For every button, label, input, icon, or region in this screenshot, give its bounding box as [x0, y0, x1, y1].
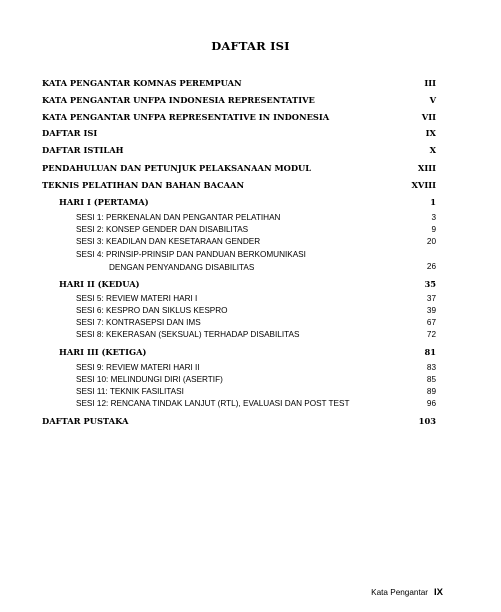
toc-session-page: 26 [426, 262, 436, 271]
toc-session-label: SESI 4: PRINSIP-PRINSIP DAN PANDUAN BERKOMUNIKASI [76, 250, 306, 259]
toc-entry[interactable] [42, 161, 436, 175]
toc-entry-label: DAFTAR ISI [42, 128, 98, 138]
toc-session-label: SESI 1: PERKENALAN DAN PENGANTAR PELATIHAN [76, 213, 281, 222]
toc-session-continuation: DENGAN PENYANDANG DISABILITAS [109, 263, 255, 272]
toc-entry-label: KATA PENGANTAR UNFPA REPRESENTATIVE IN INDONESIA [42, 112, 330, 122]
toc-session[interactable] [76, 235, 436, 249]
toc-session-page: 39 [426, 306, 436, 315]
toc-entry-page: III [424, 78, 436, 88]
toc-day-label: HARI II (KEDUA) [59, 279, 140, 289]
toc-day-heading[interactable] [59, 277, 436, 291]
toc-entry-label: DAFTAR ISTILAH [42, 145, 124, 155]
toc-session-page: 3 [431, 213, 436, 222]
toc-day-page: 81 [424, 347, 436, 357]
toc-entry[interactable] [42, 76, 436, 90]
toc-session-label: SESI 10: MELINDUNGI DIRI (ASERTIF) [76, 375, 223, 384]
toc-entry[interactable] [42, 126, 436, 140]
toc-entry-page: V [429, 95, 436, 105]
toc-entry-label: PENDAHULUAN DAN PETUNJUK PELAKSANAAN MODUL [42, 163, 312, 173]
toc-session-page: 72 [426, 330, 436, 339]
toc-session-page: 83 [426, 363, 436, 372]
toc-session-label: SESI 8: KEKERASAN (SEKSUAL) TERHADAP DISABILITAS [76, 330, 300, 339]
toc-entry-page: 103 [418, 416, 436, 426]
toc-entry-page: XVIII [411, 180, 436, 190]
toc-session-label: SESI 9: REVIEW MATERI HARI II [76, 363, 200, 372]
toc-entry-page: XIII [417, 163, 436, 173]
toc-session-page: 85 [426, 375, 436, 384]
toc-session[interactable] [76, 397, 436, 411]
toc-entry-page: VII [421, 112, 436, 122]
toc-day-heading[interactable] [59, 345, 436, 359]
toc-entry-label: KATA PENGANTAR KOMNAS PEREMPUAN [42, 78, 242, 88]
toc-session-page: 20 [426, 237, 436, 246]
toc-session[interactable] [76, 328, 436, 342]
toc-entry[interactable] [42, 110, 436, 124]
toc-day-label: HARI III (KETIGA) [59, 347, 147, 357]
toc-session-page: 96 [426, 399, 436, 408]
toc-entry[interactable] [42, 143, 436, 157]
toc-session-page: 67 [426, 318, 436, 327]
toc-day-page: 1 [430, 197, 436, 207]
toc-entry-page: IX [425, 128, 436, 138]
toc-session-page-row[interactable] [76, 260, 436, 274]
toc-entry[interactable] [42, 93, 436, 107]
toc-session-label: SESI 6: KESPRO DAN SIKLUS KESPRO [76, 306, 228, 315]
toc-session-page: 9 [431, 225, 436, 234]
toc-entry-page: X [429, 145, 436, 155]
toc-session-label: SESI 12: RENCANA TINDAK LANJUT (RTL), EVALUASI DAN POST TEST [76, 399, 350, 408]
page-title: DAFTAR ISI [211, 39, 290, 53]
toc-session-page: 89 [426, 387, 436, 396]
toc-session-label: SESI 11: TEKNIK FASILITASI [76, 387, 184, 396]
toc-entry[interactable] [42, 178, 436, 192]
toc-day-label: HARI I (PERTAMA) [59, 197, 149, 207]
toc-day-heading[interactable] [59, 195, 436, 209]
footer-section: Kata Pengantar [371, 588, 429, 597]
footer-page-number: IX [434, 587, 443, 598]
toc-session-label: SESI 3: KEADILAN DAN KESETARAAN GENDER [76, 237, 261, 246]
toc-day-page: 35 [424, 279, 436, 289]
toc-entry-label: DAFTAR PUSTAKA [42, 416, 129, 426]
page-footer [371, 587, 443, 598]
toc-entry[interactable] [42, 414, 436, 428]
toc-entry-label: TEKNIS PELATIHAN DAN BAHAN BACAAN [42, 180, 245, 190]
toc-session-label: SESI 5: REVIEW MATERI HARI I [76, 294, 198, 303]
toc-session-label: SESI 7: KONTRASEPSI DAN IMS [76, 318, 201, 327]
toc-session-page: 37 [426, 294, 436, 303]
toc-session-label: SESI 2: KONSEP GENDER DAN DISABILITAS [76, 225, 249, 234]
toc-entry-label: KATA PENGANTAR UNFPA INDONESIA REPRESENTATIVE [42, 95, 315, 105]
